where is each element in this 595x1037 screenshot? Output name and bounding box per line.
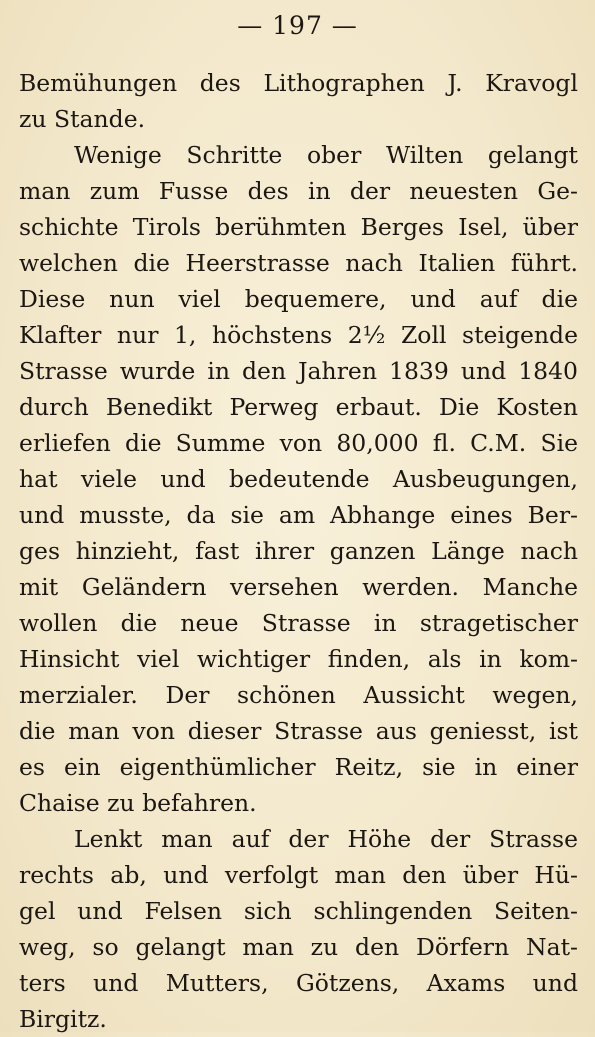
text-line: ters und Mutters, Götzens, Axams und — [19, 969, 578, 997]
text-line: es ein eigenthümlicher Reitz, sie in einer — [19, 753, 578, 781]
text-line: Klafter nur 1, höchstens 2½ Zoll steigende — [19, 321, 578, 349]
text-line: merzialer. Der schönen Aussicht wegen, — [19, 681, 578, 709]
text-line: Birgitz. — [19, 1005, 107, 1033]
page-number: — 197 — — [237, 11, 358, 40]
text-line: erliefen die Summe von 80,000 fl. C.M. Sie — [19, 429, 578, 457]
text-line: Strasse wurde in den Jahren 1839 und 1840 — [19, 357, 578, 385]
text-line: wollen die neue Strasse in stragetischer — [19, 609, 578, 637]
text-line: die man von dieser Strasse aus geniesst, ist — [19, 717, 578, 745]
text-line: und musste, da sie am Abhange eines Ber- — [19, 501, 578, 529]
text-line: Bemühungen des Lithographen J. Kravogl — [19, 69, 578, 97]
text-line: Chaise zu befahren. — [19, 789, 257, 817]
text-line: ges hinzieht, fast ihrer ganzen Länge nach — [19, 537, 578, 565]
text-line: hat viele und bedeutende Ausbeugungen, — [19, 465, 578, 493]
text-line: Hinsicht viel wichtiger finden, als in kom- — [19, 645, 578, 673]
text-line: man zum Fusse des in der neuesten Ge- — [19, 177, 578, 205]
text-line: rechts ab, und verfolgt man den über Hü- — [19, 861, 578, 889]
text-line: Wenige Schritte ober Wilten gelangt — [74, 141, 578, 169]
text-line: welchen die Heerstrasse nach Italien führt. — [19, 249, 578, 277]
text-line: gel und Felsen sich schlingenden Seiten- — [19, 897, 578, 925]
text-line: Diese nun viel bequemere, und auf die — [19, 285, 578, 313]
text-line: durch Benedikt Perweg erbaut. Die Kosten — [19, 393, 578, 421]
body-text — [19, 65, 578, 1037]
text-line: mit Geländern versehen werden. Manche — [19, 573, 578, 601]
text-line: Lenkt man auf der Höhe der Strasse — [74, 825, 578, 853]
text-line: zu Stande. — [19, 105, 146, 133]
text-line: weg, so gelangt man zu den Dörfern Nat- — [19, 933, 578, 961]
text-line: schichte Tirols berühmten Berges Isel, über — [19, 213, 578, 241]
